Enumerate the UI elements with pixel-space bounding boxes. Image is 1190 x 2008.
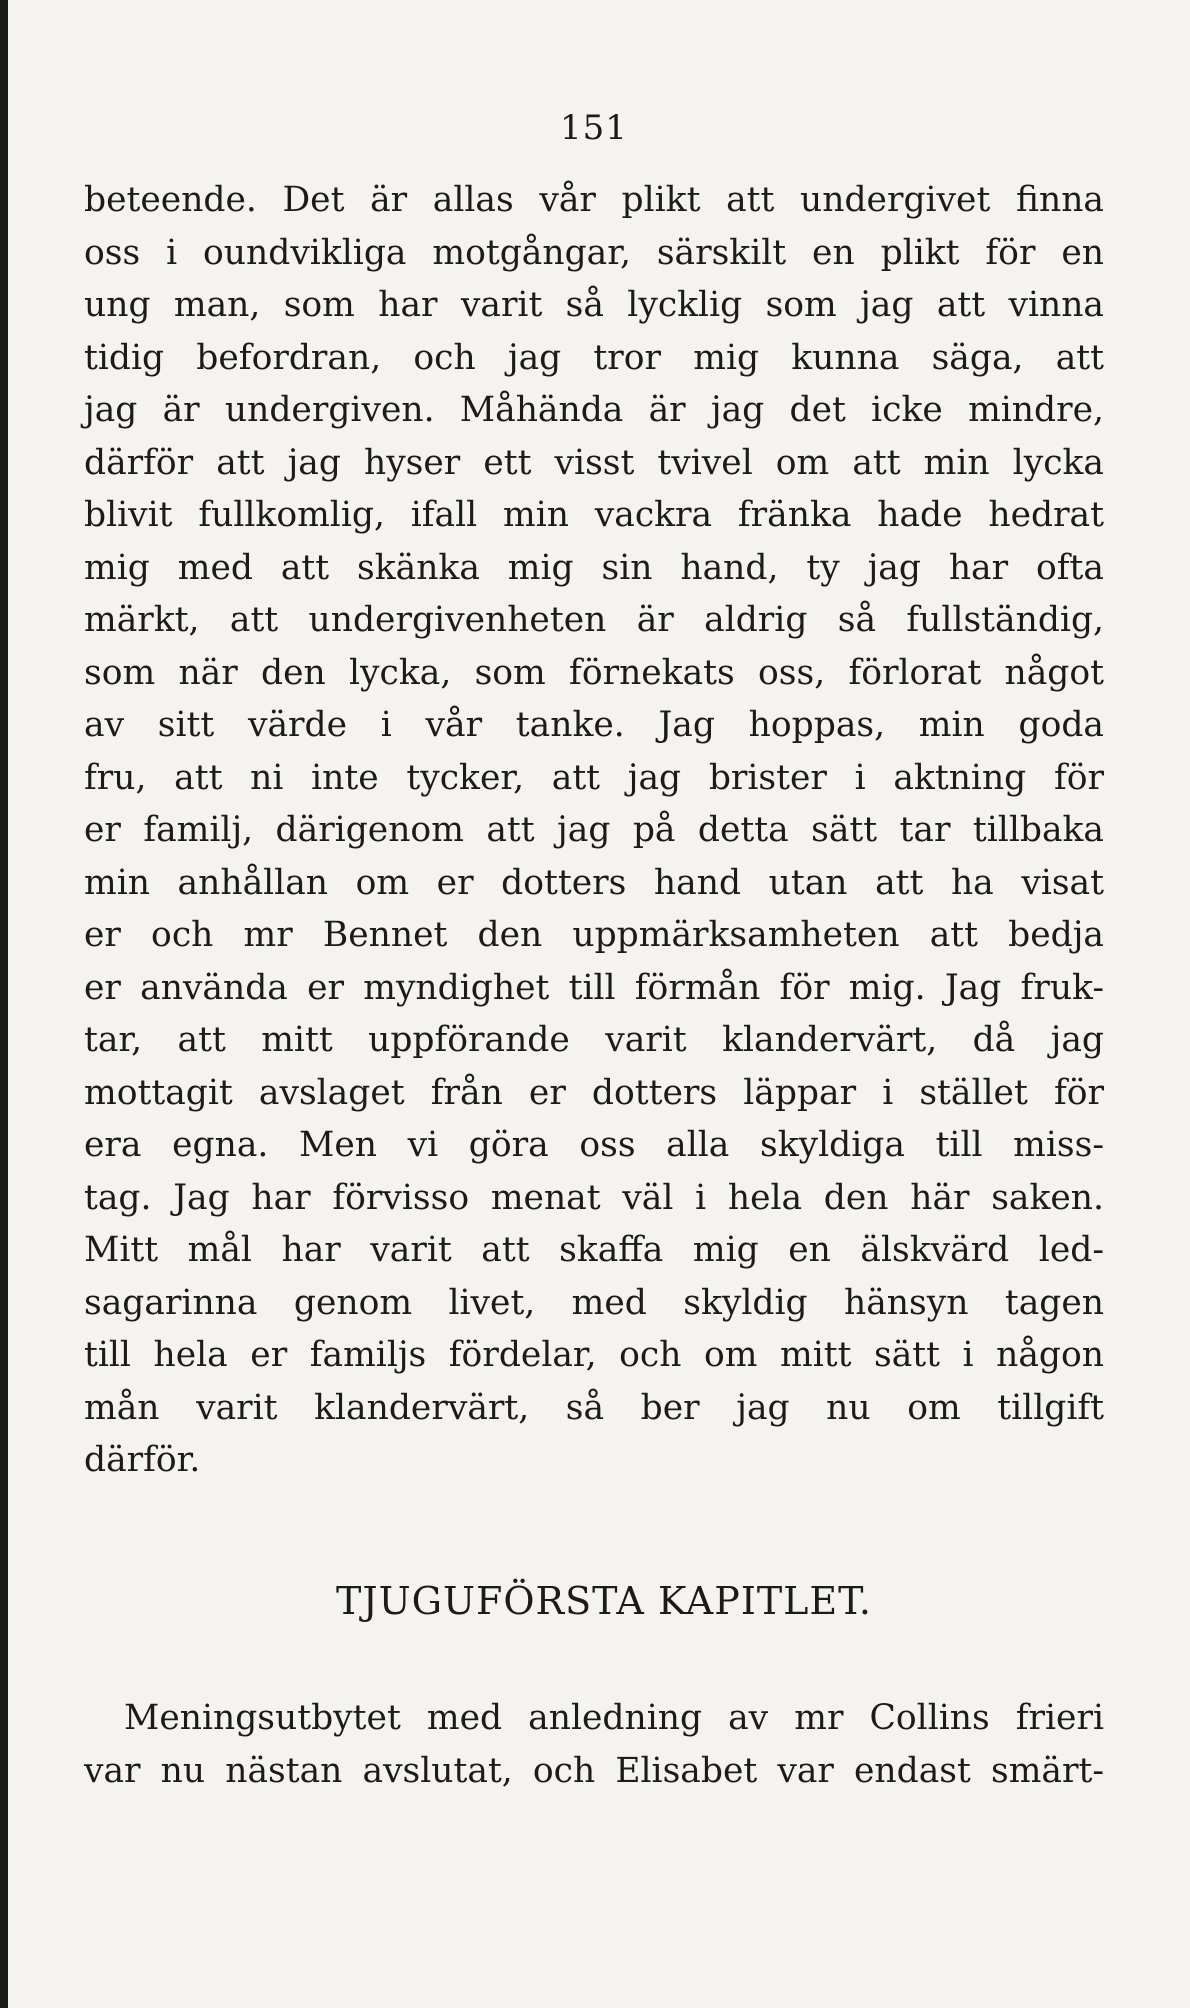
text-line: er och mr Bennet den uppmärksamheten att bedja [84, 915, 1104, 955]
text-line: mottagit avslaget från er dotters läppar i stället för [84, 1072, 1104, 1113]
text-line: fru, att ni inte tycker, att jag brister i aktning för [84, 757, 1104, 798]
text-line: till hela er familjs fördelar, och om mitt sätt i någon [84, 1335, 1104, 1375]
text-line: er familj, därigenom att jag på detta sätt tar tillbaka [84, 810, 1104, 850]
text-line: sagarinna genom livet, med skyldig hänsyn tagen [84, 1282, 1104, 1323]
text-line: beteende. Det är allas vår plikt att undergivet finna [84, 180, 1104, 220]
text-line: tag. Jag har förvisso menat väl i hela den här saken. [84, 1177, 1104, 1218]
text-line: mig med att skänka mig sin hand, ty jag har ofta [84, 547, 1104, 588]
text-line: tar, att mitt uppförande varit klandervärt, då jag [84, 1020, 1104, 1060]
text-line: därför att jag hyser ett visst tvivel om att min lycka [84, 442, 1104, 483]
text-line: mån varit klandervärt, så ber jag nu om tillgift [84, 1387, 1104, 1428]
chapter-heading: TJUGUFÖRSTA KAPITLET. [336, 1579, 872, 1623]
text-line: därför. [84, 1440, 201, 1480]
text-line: oss i oundvikliga motgångar, särskilt en plikt för en [84, 232, 1104, 273]
text-line: era egna. Men vi göra oss alla skyldiga till miss- [84, 1125, 1104, 1165]
body-paragraph [84, 174, 1104, 1487]
text-line: av sitt värde i vår tanke. Jag hoppas, min goda [84, 705, 1104, 745]
text-line: blivit fullkomlig, ifall min vackra fränka hade hedrat [84, 495, 1104, 535]
text-line: som när den lycka, som förnekats oss, förlorat något [84, 652, 1104, 693]
text-line: min anhållan om er dotters hand utan att ha visat [84, 862, 1104, 903]
page-number: 151 [560, 108, 628, 148]
chapter-paragraph [84, 1692, 1104, 1797]
page-edge [0, 0, 8, 2008]
text-line: er använda er myndighet till förmån för mig. Jag fruk- [84, 967, 1104, 1008]
text-line: tidig befordran, och jag tror mig kunna säga, att [84, 337, 1104, 378]
text-line: var nu nästan avslutat, och Elisabet var endast smärt- [84, 1750, 1104, 1791]
text-line: Meningsutbytet med anledning av mr Collins frieri [124, 1698, 1104, 1738]
text-line: märkt, att undergivenheten är aldrig så fullständig, [84, 600, 1104, 640]
text-line: ung man, som har varit så lycklig som jag att vinna [84, 285, 1104, 325]
text-line: jag är undergiven. Måhända är jag det icke mindre, [84, 390, 1104, 430]
text-line: Mitt mål har varit att skaffa mig en älskvärd led- [84, 1230, 1104, 1270]
